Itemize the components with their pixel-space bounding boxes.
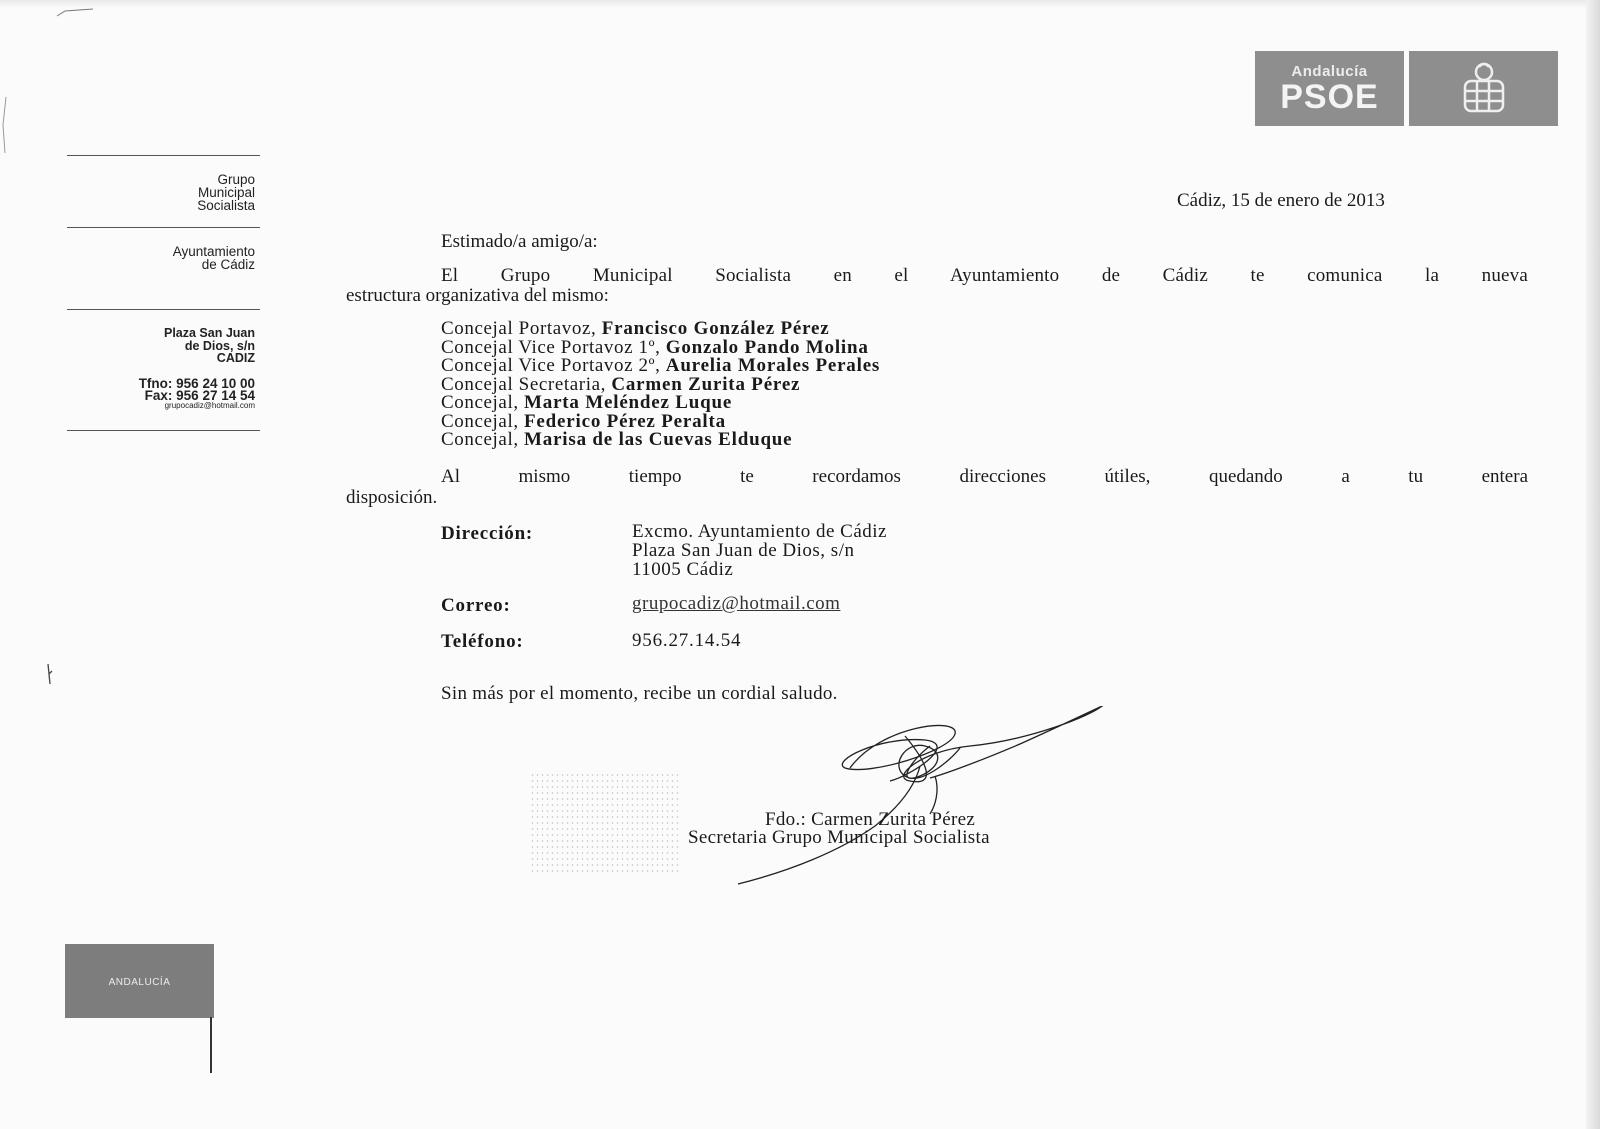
phone-number: Tfno: 956 24 10 00 xyxy=(138,376,255,391)
logo-wordmark-block xyxy=(1255,51,1404,126)
member-role: Concejal Portavoz, xyxy=(441,318,602,339)
member-name: Aurelia Morales Perales xyxy=(665,355,881,376)
member-item xyxy=(441,431,880,450)
contact-phone: 956.27.14.54 xyxy=(632,630,742,651)
address-line: de Dios, s/n xyxy=(184,338,255,353)
group-name-line: Municipal xyxy=(197,185,255,200)
member-name: Marisa de las Cuevas Elduque xyxy=(524,429,793,450)
contact-email-link[interactable]: grupocadiz@hotmail.com xyxy=(632,593,841,614)
address-line: Plaza San Juan xyxy=(163,326,255,340)
side-rule-4 xyxy=(67,430,260,431)
institution-line: Ayuntamiento xyxy=(172,244,255,259)
member-name: Marta Meléndez Luque xyxy=(524,392,733,413)
letterhead-phones xyxy=(55,378,255,402)
contact-address-line: 11005 Cádiz xyxy=(632,559,734,580)
member-role: Concejal Vice Portavoz 2º, xyxy=(441,355,666,376)
member-role: Concejal, xyxy=(441,429,525,450)
signatory-name: Fdo.: Carmen Zurita Pérez xyxy=(765,809,976,830)
institution-name xyxy=(55,245,255,271)
scan-speckle xyxy=(530,772,680,872)
group-name-line: Grupo xyxy=(217,172,255,187)
intro-line-1: El Grupo Municipal Socialista en el Ayuntamiento de Cádiz te comunica la nueva xyxy=(441,265,1528,286)
scan-mark-corner xyxy=(55,5,95,19)
email-label: Correo: xyxy=(441,595,511,616)
group-name xyxy=(55,173,255,212)
side-rule-2 xyxy=(67,227,260,228)
logo-emblem-block xyxy=(1409,51,1558,126)
letterhead-address xyxy=(55,327,255,365)
institution-line: de Cádiz xyxy=(201,257,255,272)
member-role: Concejal, xyxy=(441,392,525,413)
contact-address-line: Plaza San Juan de Dios, s/n xyxy=(632,540,855,561)
address-label: Dirección: xyxy=(441,523,534,544)
member-name: Federico Pérez Peralta xyxy=(524,410,726,432)
logo-region-text: Andalucía xyxy=(1291,63,1368,80)
member-role: Concejal Secretaria, xyxy=(441,373,612,395)
handwritten-signature xyxy=(730,706,1130,896)
member-name: Gonzalo Pando Molina xyxy=(665,336,869,358)
scan-right-edge xyxy=(1586,0,1600,1129)
logo-party-text: PSOE xyxy=(1280,78,1379,116)
badge-text: ANDALUCÍA xyxy=(108,977,171,988)
scan-top-shadow xyxy=(0,0,1600,8)
contact-address-line: Excmo. Ayuntamiento de Cádiz xyxy=(632,521,887,542)
side-rule-3 xyxy=(67,309,260,310)
psoe-logo xyxy=(1255,51,1558,126)
fax-number: Fax: 956 27 14 54 xyxy=(144,388,255,403)
andalucia-badge xyxy=(65,944,214,1018)
signatory-title: Secretaria Grupo Municipal Socialista xyxy=(688,827,990,848)
scan-mark-edge xyxy=(0,95,10,155)
scan-mark-margin xyxy=(44,662,54,686)
intro-line-2: estructura organizativa del mismo: xyxy=(346,285,609,306)
closing-line: Sin más por el momento, recibe un cordial saludo. xyxy=(441,683,838,704)
rose-fist-icon xyxy=(1449,59,1519,119)
member-role: Concejal, xyxy=(441,410,525,432)
member-name: Francisco González Pérez xyxy=(601,318,830,339)
member-role: Concejal Vice Portavoz 1º, xyxy=(441,336,666,358)
salutation: Estimado/a amigo/a: xyxy=(441,231,598,252)
group-name-line: Socialista xyxy=(197,198,255,213)
address-line: CADIZ xyxy=(216,351,255,365)
letter-date: Cádiz, 15 de enero de 2013 xyxy=(1177,190,1385,211)
addresses-intro-line-2: disposición. xyxy=(346,487,438,508)
side-rule-1 xyxy=(67,155,260,156)
council-members-list xyxy=(441,320,880,450)
member-name: Carmen Zurita Pérez xyxy=(611,373,801,395)
badge-bar xyxy=(210,1017,212,1073)
phone-label: Teléfono: xyxy=(441,631,524,652)
letterhead-email: grupocadiz@hotmail.com xyxy=(164,401,255,410)
addresses-intro-line-1: Al mismo tiempo te recordamos direcciones útiles, quedando a tu entera xyxy=(441,466,1528,487)
